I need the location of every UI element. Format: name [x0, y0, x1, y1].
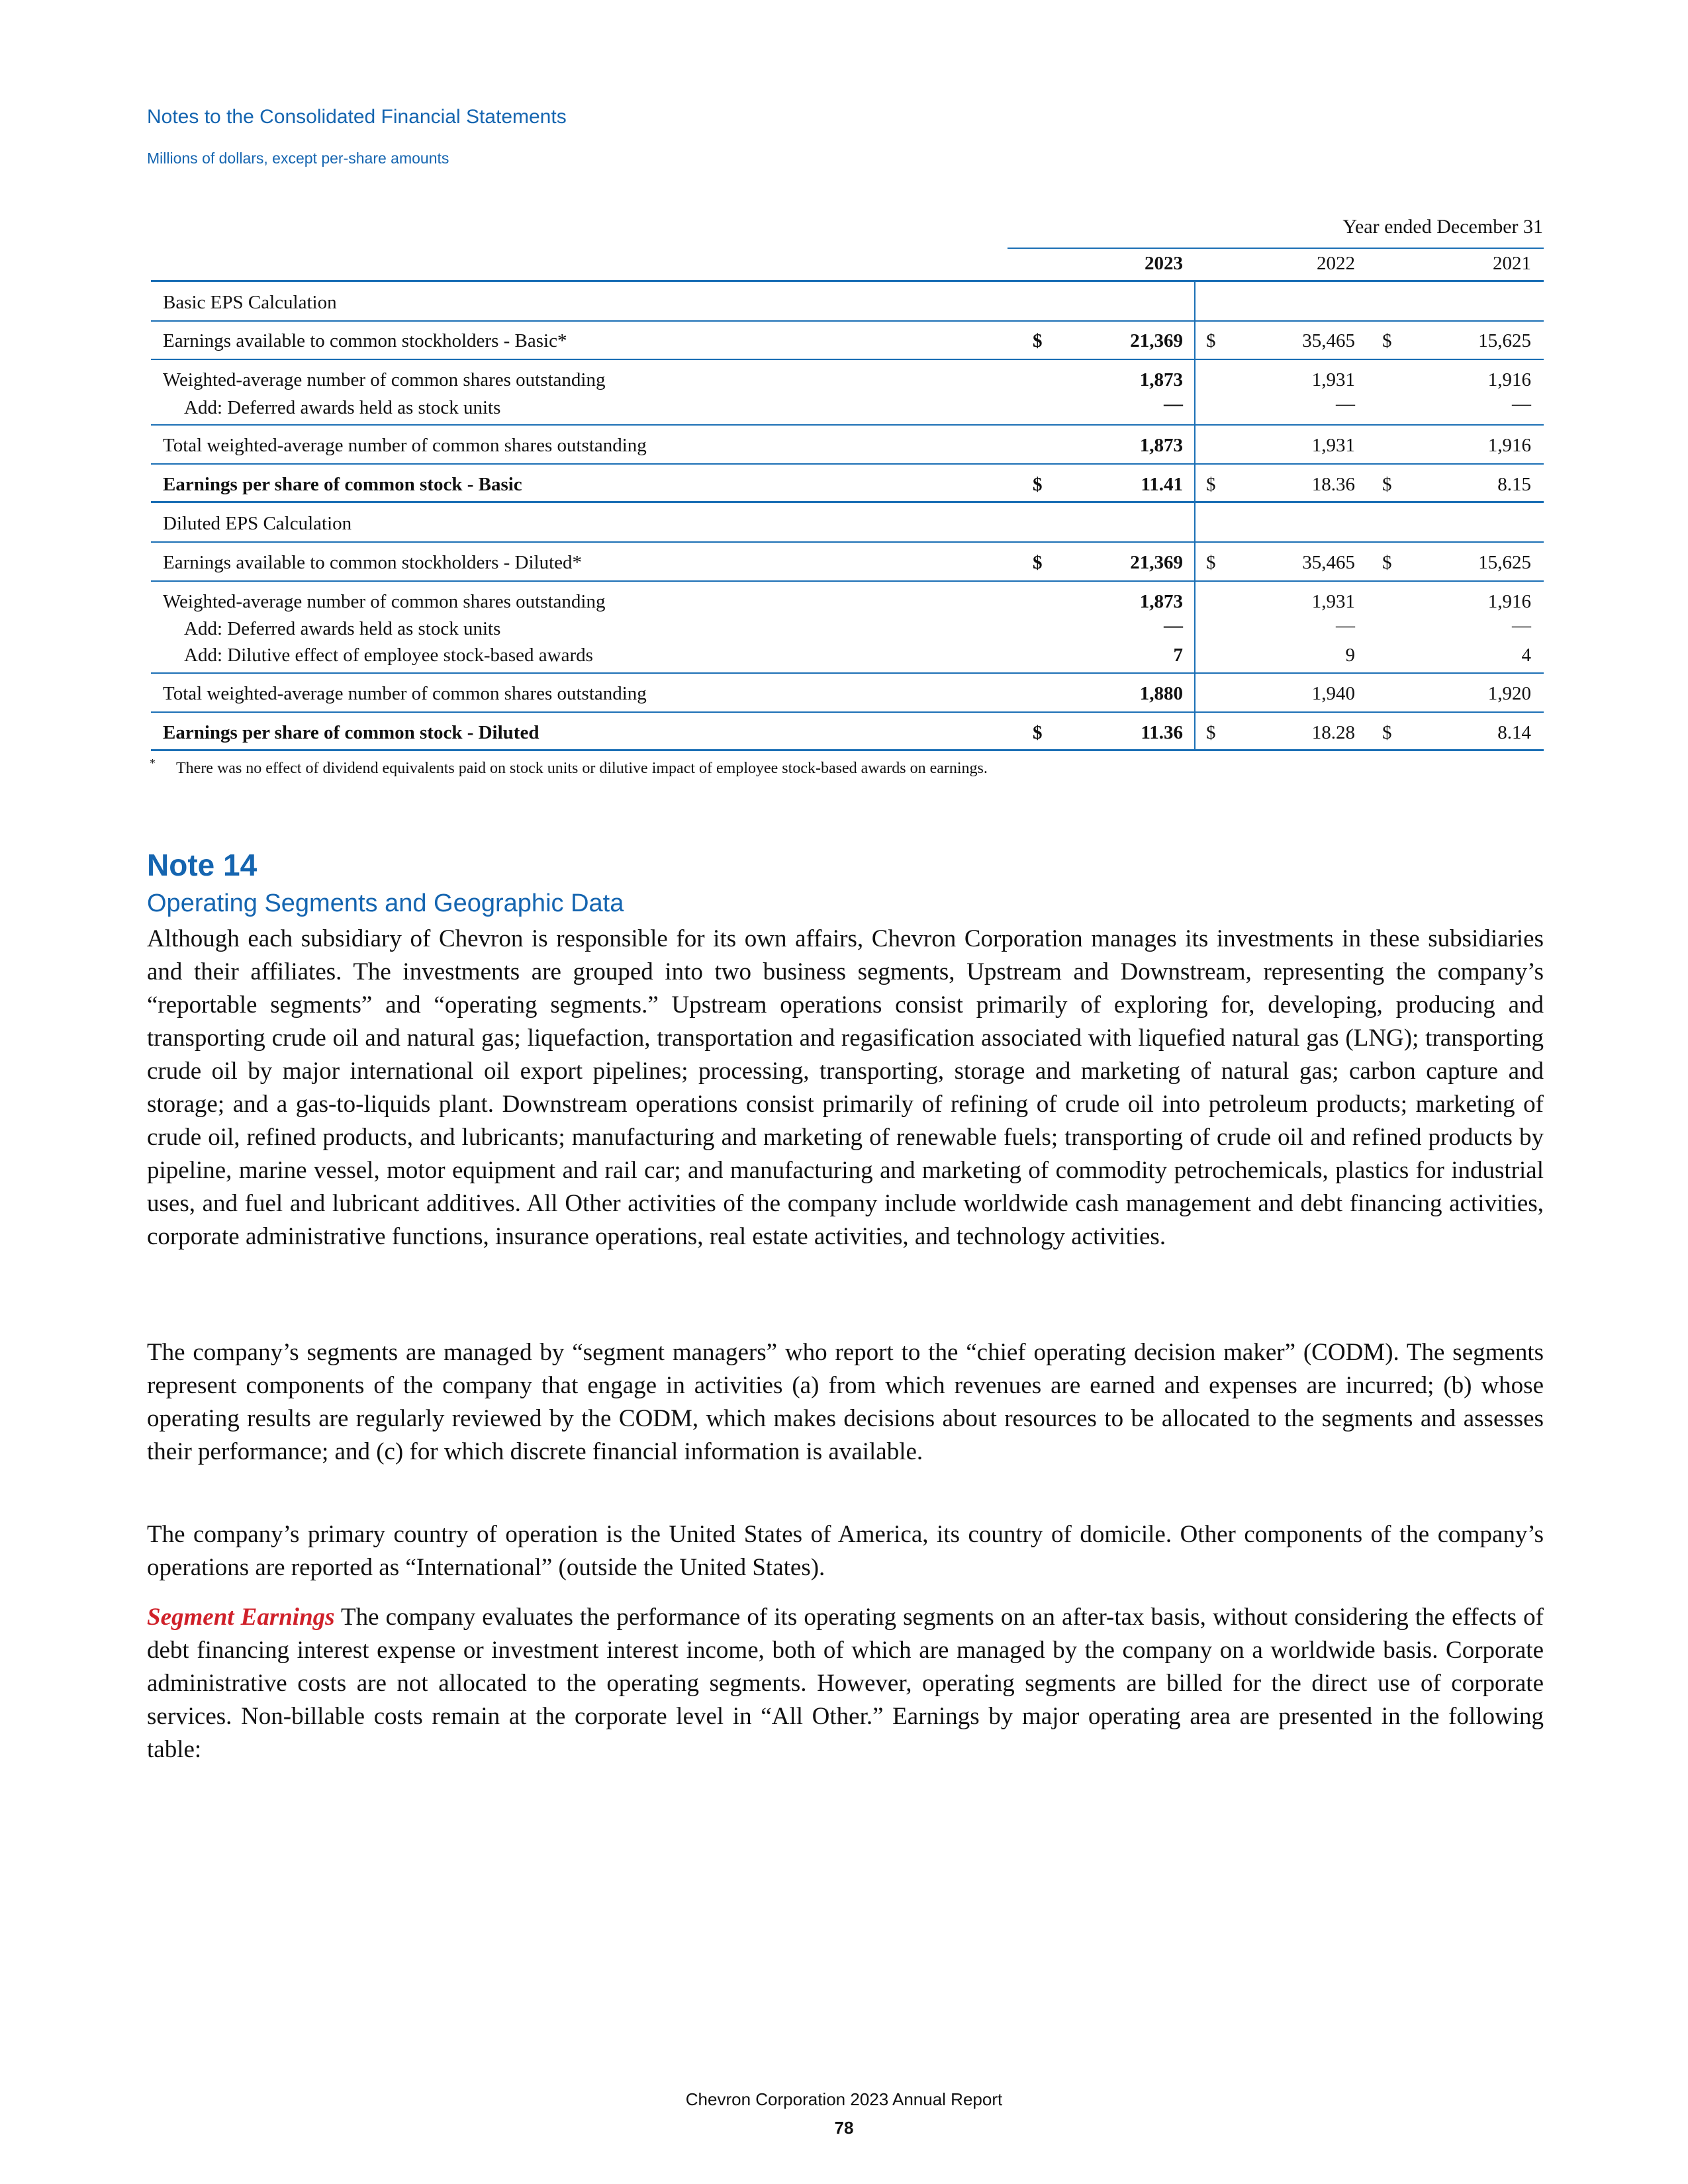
- section-label: Basic EPS Calculation: [163, 292, 337, 313]
- currency-symbol: $: [1033, 330, 1043, 351]
- row-label: Earnings available to common stockholders - Diluted*: [163, 552, 583, 573]
- row-label: Add: Deferred awards held as stock units: [184, 618, 501, 639]
- row-rule: [151, 463, 1544, 465]
- footer-page-number: 78: [834, 2118, 854, 2138]
- row-label: Add: Deferred awards held as stock units: [184, 397, 501, 418]
- page-header-title: Notes to the Consolidated Financial Statements: [147, 106, 567, 128]
- table-footnote: There was no effect of dividend equivalents paid on stock units or dilutive impact of employee stock-based awards on earnings.: [176, 760, 988, 777]
- row-rule: [151, 580, 1544, 582]
- currency-symbol: $: [1206, 330, 1216, 351]
- value-2022: —: [1336, 393, 1355, 414]
- row-label: Weighted-average number of common shares outstanding: [163, 591, 606, 612]
- value-2021: 8.14: [1497, 722, 1531, 743]
- value-2023: —: [1164, 615, 1183, 636]
- value-2021: 15,625: [1478, 330, 1531, 351]
- value-2022: 35,465: [1302, 552, 1355, 573]
- row-rule: [151, 672, 1544, 674]
- value-2023: 21,369: [1130, 330, 1183, 351]
- value-2022: 1,931: [1311, 591, 1355, 612]
- value-2022: 1,931: [1311, 369, 1355, 390]
- footer-report-name: Chevron Corporation 2023 Annual Report: [685, 2089, 1003, 2109]
- currency-symbol: $: [1382, 722, 1392, 743]
- row-label: Earnings available to common stockholders - Basic*: [163, 330, 567, 351]
- currency-symbol: $: [1382, 552, 1392, 573]
- row-label: Total weighted-average number of common shares outstanding: [163, 683, 647, 704]
- value-2022: 18.28: [1311, 722, 1355, 743]
- header-rule: [1008, 248, 1544, 249]
- paragraph-segment-earnings: [147, 1601, 1544, 1766]
- row-label: Weighted-average number of common shares outstanding: [163, 369, 606, 390]
- year-header-2021: 2021: [1493, 253, 1531, 274]
- value-2021: 4: [1521, 645, 1531, 666]
- row-rule: [151, 711, 1544, 713]
- currency-symbol: $: [1033, 552, 1043, 573]
- paragraph-segments-overview: Although each subsidiary of Chevron is responsible for its own affairs, Chevron Corporation manages its investments in these subsidiaries and their affiliates. The investments are grouped into two business segments, Upstream and Downstream, representing the company’s “reportable segments” and “operating segments.” Upstream operations consist primarily of exploring for, developing, producing and transporting crude oil and natural gas; liquefaction, transportation and regasification associated with liquefied natural gas (LNG); transporting crude oil by major international oil export pipelines; processing, transporting, storage and marketing of natural gas; carbon capture and storage; and a gas-to-liquids plant. Downstream operations consist primarily of refining of crude oil into petroleum products; marketing of crude oil, refined products, and lubricants; manufacturing and marketing of renewable fuels; transporting of crude oil and refined products by pipeline, marine vessel, motor equipment and rail car; and manufacturing and marketing of commodity petrochemicals, plastics for industrial uses, and fuel and lubricant additives. All Other activities of the company include worldwide cash management and debt financing activities, corporate administrative functions, insurance operations, real estate activities, and technology activities.: [147, 925, 1544, 1250]
- value-2022: 1,931: [1311, 435, 1355, 456]
- row-rule: [151, 541, 1544, 543]
- currency-symbol: $: [1033, 722, 1043, 743]
- value-2023: 7: [1173, 645, 1183, 666]
- footnote-marker: *: [150, 756, 156, 770]
- section-label: Diluted EPS Calculation: [163, 513, 352, 534]
- table-caption: Year ended December 31: [1342, 216, 1543, 238]
- value-2021: 1,916: [1487, 435, 1531, 456]
- row-rule: [151, 320, 1544, 322]
- value-2022: 35,465: [1302, 330, 1355, 351]
- currency-symbol: $: [1382, 330, 1392, 351]
- value-2021: 1,916: [1487, 591, 1531, 612]
- value-2023: 11.36: [1141, 722, 1183, 743]
- row-rule: [151, 359, 1544, 360]
- row-label: Earnings per share of common stock - Diluted: [163, 722, 539, 743]
- value-2021: 8.15: [1497, 474, 1531, 495]
- value-2021: —: [1512, 615, 1531, 636]
- value-2021: 15,625: [1478, 552, 1531, 573]
- value-2023: —: [1164, 393, 1183, 414]
- note-title: Note 14: [147, 848, 258, 882]
- currency-symbol: $: [1382, 474, 1392, 495]
- note-subtitle: Operating Segments and Geographic Data: [147, 889, 624, 917]
- value-2022: 18.36: [1311, 474, 1355, 495]
- value-2022: 1,940: [1311, 683, 1355, 704]
- value-2023: 1,873: [1139, 591, 1183, 612]
- year-header-2022: 2022: [1317, 253, 1355, 274]
- currency-symbol: $: [1206, 722, 1216, 743]
- row-label: Total weighted-average number of common shares outstanding: [163, 435, 647, 456]
- year-header-2023: 2023: [1145, 253, 1183, 274]
- value-2023: 1,873: [1139, 435, 1183, 456]
- paragraph-segment-managers: The company’s segments are managed by “segment managers” who report to the “chief operating decision maker” (CODM). The segments represent components of the company that engage in activities (a) from which revenues are earned and expenses are incurred; (b) whose operating results are regularly reviewed by the CODM, which makes decisions about resources to be allocated to the segments and assesses their performance; and (c) for which discrete financial information is available.: [147, 1339, 1544, 1465]
- year-rule: [151, 280, 1544, 282]
- paragraph-country-of-operation: The company’s primary country of operation is the United States of America, its country of domicile. Other components of the company’s operations are reported as “International” (outside the United States).: [147, 1521, 1544, 1581]
- segment-earnings-text: The company evaluates the performance of its operating segments on an after-tax basis, without considering the effects of debt financing interest expense or investment interest income, both of which are managed by the company on a worldwide basis. Corporate administrative costs are not allocated to the operating segments. However, operating segments are billed for the direct use of corporate services. Non-billable costs remain at the corporate level in “All Other.” Earnings by major operating area are presented in the following table:: [147, 1604, 1544, 1763]
- table-bottom-rule: [151, 749, 1544, 751]
- row-rule: [151, 424, 1544, 426]
- value-2022: 9: [1345, 645, 1355, 666]
- value-2023: 11.41: [1141, 474, 1183, 495]
- value-2023: 1,873: [1139, 369, 1183, 390]
- currency-symbol: $: [1206, 474, 1216, 495]
- value-2021: —: [1512, 393, 1531, 414]
- row-rule-strong: [151, 501, 1544, 503]
- value-2023: 1,880: [1139, 683, 1183, 704]
- value-2022: —: [1336, 615, 1355, 636]
- value-2021: 1,916: [1487, 369, 1531, 390]
- value-2021: 1,920: [1487, 683, 1531, 704]
- segment-earnings-label: Segment Earnings: [147, 1604, 335, 1631]
- page-header-subtitle: Millions of dollars, except per-share amounts: [147, 150, 449, 167]
- currency-symbol: $: [1033, 474, 1043, 495]
- currency-symbol: $: [1206, 552, 1216, 573]
- column-divider: [1194, 282, 1196, 751]
- row-label: Earnings per share of common stock - Basic: [163, 474, 522, 495]
- row-label: Add: Dilutive effect of employee stock-based awards: [184, 645, 593, 666]
- value-2023: 21,369: [1130, 552, 1183, 573]
